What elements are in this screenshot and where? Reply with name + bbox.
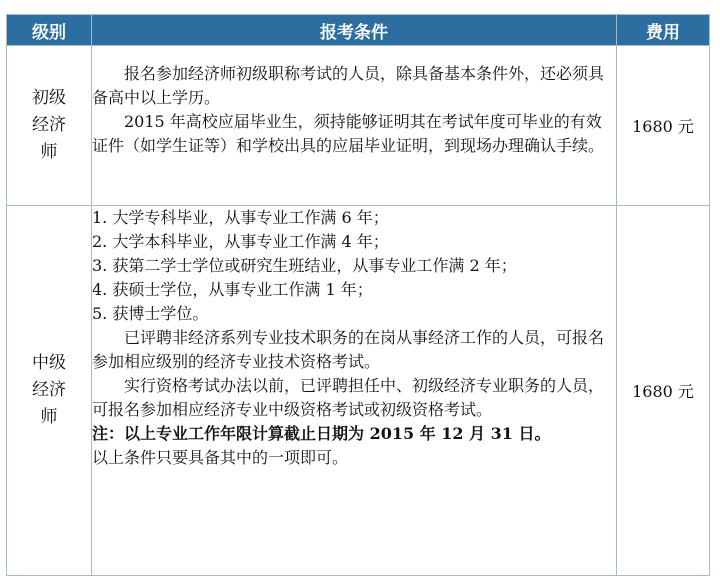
- table-header: [7, 15, 710, 46]
- level-line: 经济: [32, 115, 66, 135]
- table-row-junior: [7, 46, 710, 206]
- exam-conditions-table: [6, 14, 710, 576]
- condition-item: 1. 大学专科毕业，从事专业工作满 6 年；: [92, 208, 389, 227]
- level-line: 初级: [32, 88, 66, 108]
- header-fee: 费用: [617, 15, 710, 46]
- level-cell-junior: [7, 46, 92, 206]
- condition-item: 4. 获硕士学位，从事专业工作满 1 年；: [92, 280, 373, 299]
- deadline-note: 注：以上专业工作年限计算截止日期为 2015 年 12 月 31 日。: [92, 424, 551, 443]
- footer-note: 以上条件只要具备其中的一项即可。: [92, 448, 349, 467]
- fee-cell-intermediate: 1680 元: [617, 206, 710, 576]
- header-level: 级别: [7, 15, 92, 46]
- condition-paragraph: 已评聘非经济系列专业技术职务的在岗从事经济工作的人员，可报名参加相应级别的经济专业技术资格考试。: [92, 328, 605, 371]
- condition-paragraph: 实行资格考试办法以前，已评聘担任中、初级经济专业职务的人员，可报名参加相应经济专业中级资格考试或初级资格考试。: [92, 376, 605, 419]
- header-row: [7, 15, 710, 46]
- condition-paragraph: 报名参加经济师初级职称考试的人员，除具备基本条件外，还必须具备高中以上学历。: [92, 64, 605, 107]
- conditions-cell-junior: [92, 46, 617, 206]
- condition-item: 5. 获博士学位。: [92, 304, 209, 323]
- condition-item: 3. 获第二学士学位或研究生班结业，从事专业工作满 2 年；: [92, 256, 517, 275]
- level-line: 中级: [32, 353, 66, 373]
- condition-item: 2. 大学本科毕业，从事专业工作满 4 年；: [92, 232, 389, 251]
- level-line: 经济: [32, 380, 66, 400]
- level-cell-intermediate: [7, 206, 92, 576]
- conditions-cell-intermediate: [92, 206, 617, 576]
- fee-cell-junior: 1680 元: [617, 46, 710, 206]
- condition-paragraph: 2015 年高校应届毕业生，须持能够证明其在考试年度可毕业的有效证件（如学生证等）和学校出具的应届毕业证明，到现场办理确认手续。: [92, 112, 605, 155]
- table-row-intermediate: [7, 206, 710, 576]
- header-conditions: 报考条件: [92, 15, 617, 46]
- level-line: 师: [40, 142, 58, 162]
- level-line: 师: [40, 407, 58, 427]
